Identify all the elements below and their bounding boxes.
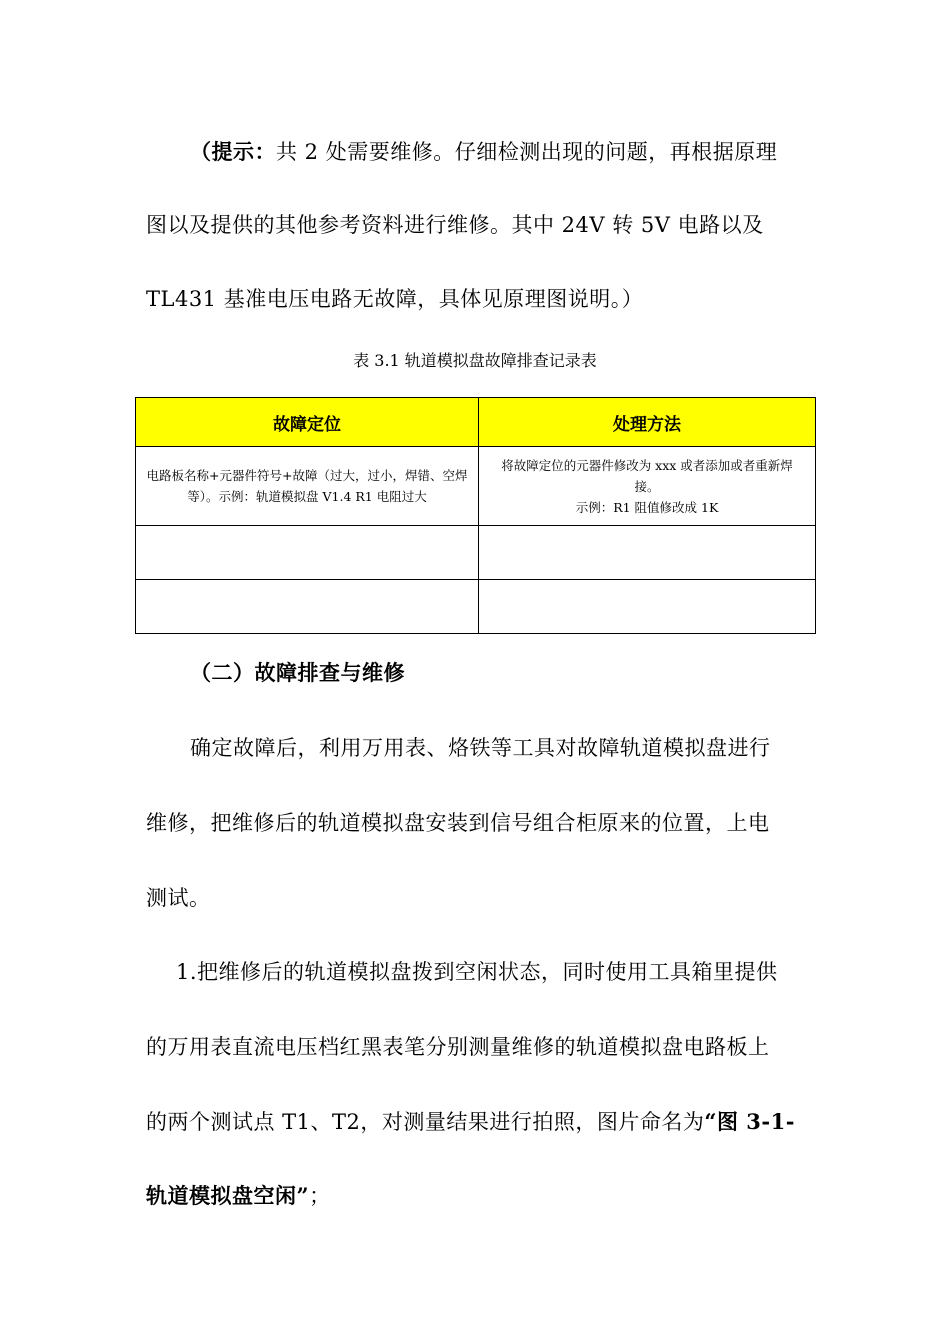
table-cell (479, 580, 816, 634)
photo-name-part-1: “图 3-1- (704, 1109, 795, 1134)
para2-line-4-tail: ； (309, 1184, 331, 1208)
table-header-row (136, 398, 816, 447)
para1-line-1: 确定故障后，利用万用表、烙铁等工具对故障轨道模拟盘进行 (190, 736, 771, 760)
para1-line-2: 维修，把维修后的轨道模拟盘安装到信号组合柜原来的位置，上电 (146, 811, 770, 835)
para2-line-1: 1.把维修后的轨道模拟盘拨到空闲状态，同时使用工具箱里提供 (176, 960, 778, 984)
table-cell (136, 526, 479, 580)
example-handling-line-2: 示例：R1 阻值修改成 1K (575, 499, 719, 515)
table-caption: 表 3.1 轨道模拟盘故障排查记录表 (353, 351, 597, 370)
table-cell (479, 526, 816, 580)
example-handling-method (479, 447, 816, 526)
photo-name-part-2: 轨道模拟盘空闲” (146, 1183, 310, 1208)
table-row (136, 580, 816, 634)
para2-line-4 (146, 1181, 331, 1211)
table-cell (136, 580, 479, 634)
example-fault-location: 电路板名称+元器件符号+故障（过大，过小，焊错、空焊等）。示例：轨道模拟盘 V1.4 R1 电阻过大 (136, 447, 479, 526)
hint-text: 共 2 处需要维修。仔细检测出现的问题，再根据原理 (276, 140, 778, 164)
header-fault-location: 故障定位 (136, 398, 479, 447)
hint-line-3: TL431 基准电压电路无故障，具体见原理图说明。） (146, 287, 644, 311)
header-handling-method: 处理方法 (479, 398, 816, 447)
fault-record-table (135, 397, 816, 634)
hint-line-2: 图以及提供的其他参考资料进行维修。其中 24V 转 5V 电路以及 (146, 213, 764, 237)
para2-line-2: 的万用表直流电压档红黑表笔分别测量维修的轨道模拟盘电路板上 (146, 1035, 770, 1059)
para1-line-3: 测试。 (146, 886, 211, 910)
section-heading: （二）故障排查与维修 (190, 660, 405, 685)
hint-line-1 (190, 137, 777, 167)
example-handling-line-1: 将故障定位的元器件修改为 xxx 或者添加或者重新焊接。 (501, 457, 793, 494)
para2-line-3 (146, 1107, 795, 1137)
hint-label: （提示： (190, 139, 276, 164)
table-example-row (136, 447, 816, 526)
para2-line-3-text: 的两个测试点 T1、T2，对测量结果进行拍照，图片命名为 (146, 1110, 705, 1134)
table-row (136, 526, 816, 580)
